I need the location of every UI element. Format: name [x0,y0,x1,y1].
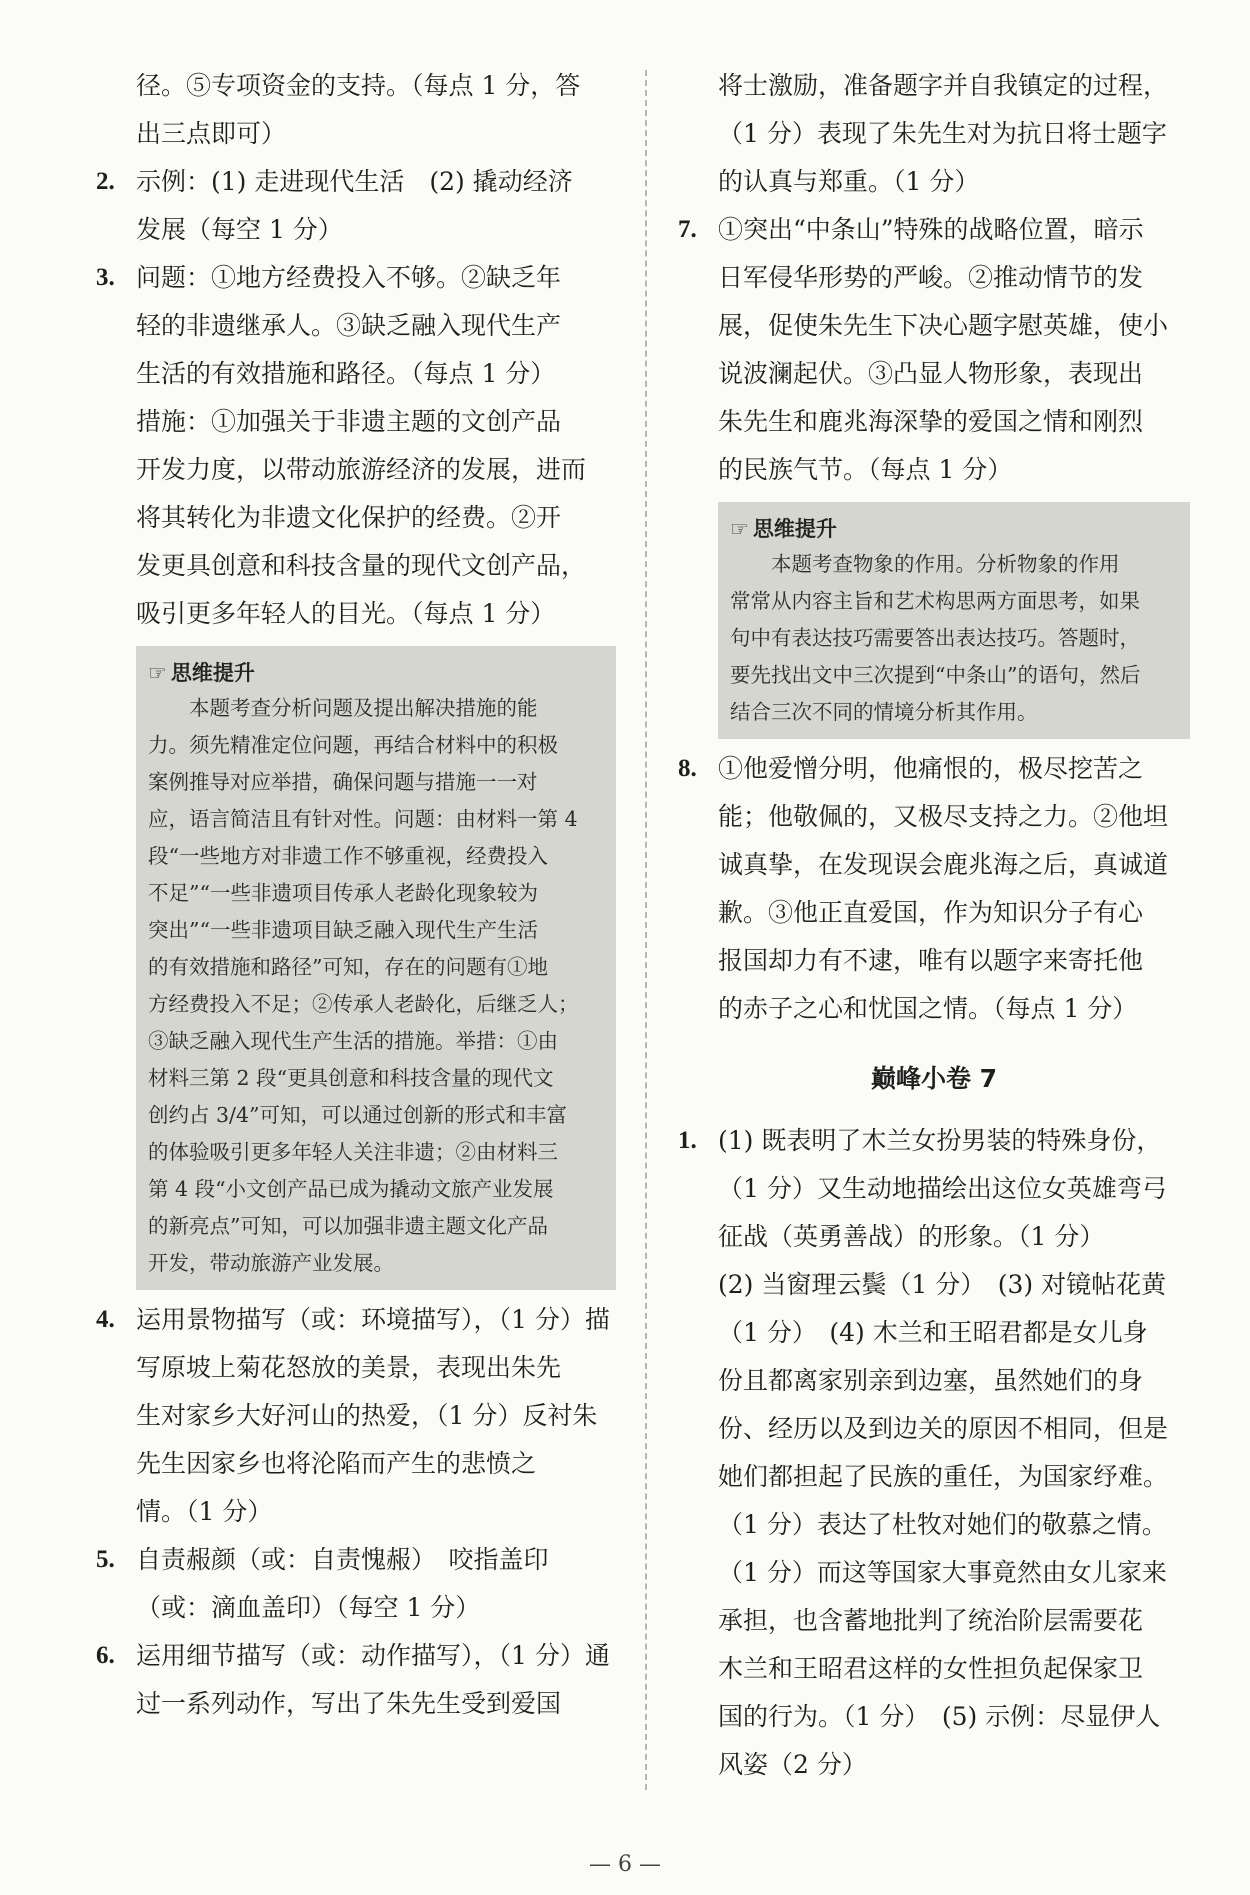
tips-line: 句中有表达技巧需要答出表达技巧。答题时， [730,626,1140,650]
tips-title-text: 思维提升 [170,661,255,685]
answer-item-7 [678,206,1190,494]
tips-line: 开发，带动旅游产业发展。 [148,1251,394,1275]
text-line: 木兰和王昭君这样的女性担负起保家卫 [718,1654,1144,1683]
tips-line: 的体验吸引更多年轻人关注非遗；②由材料三 [148,1140,558,1164]
text-line: ①突出“中条山”特殊的战略位置，暗示 [718,215,1144,244]
thumbs-up-icon: ☞ [148,661,167,685]
text-line: 将士激励，准备题字并自我镇定的过程， [718,71,1169,100]
item-number: 6. [96,1642,115,1669]
section7-item-1-more [678,1261,1190,1789]
left-column [96,62,616,1728]
text-line: （1 分）表现了朱先生对为抗日将士题字 [718,119,1167,148]
tips-line: 力。须先精准定位问题，再结合材料中的积极 [148,733,558,757]
text-line: 出三点即可） [136,119,287,148]
text-line: 展，促使朱先生下决心题字慰英雄，使小 [718,311,1169,340]
text-line: 径。⑤专项资金的支持。（每点 1 分，答 [136,71,581,100]
text-line: 歉。③他正直爱国，作为知识分子有心 [718,898,1144,927]
text-line: 征战（英勇善战）的形象。（1 分） [718,1222,1105,1251]
text-line: （1 分） (4) 木兰和王昭君都是女儿身 [718,1318,1148,1347]
text-line: 运用细节描写（或：动作描写），（1 分）通 [136,1641,610,1670]
text-line: 措施：①加强关于非遗主题的文创产品 [136,407,562,436]
tips-line: 常常从内容主旨和艺术构思两方面思考，如果 [730,589,1140,613]
text-line: 写原坡上菊花怒放的美景，表现出朱先 [136,1353,562,1382]
section7-item-1 [678,1117,1190,1261]
text-line: (1) 既表明了木兰女扮男装的特殊身份， [718,1126,1162,1155]
tips-line: 段“一些地方对非遗工作不够重视，经费投入 [148,844,548,868]
text-line: （或：滴血盖印）（每空 1 分） [136,1593,481,1622]
answer-item-6 [96,1632,616,1728]
text-line: 开发力度，以带动旅游经济的发展，进而 [136,455,587,484]
item-number: 1. [678,1127,697,1154]
thumbs-up-icon: ☞ [730,517,749,541]
tips-title-text: 思维提升 [752,517,837,541]
text-line: 的赤子之心和忧国之情。（每点 1 分） [718,994,1138,1023]
column-divider [645,70,647,1790]
thinking-tips-box [718,502,1190,739]
text-line: 风姿（2 分） [718,1750,867,1779]
answer-item-8 [678,745,1190,1033]
answer-item-5 [96,1536,616,1632]
text-line: 说波澜起伏。③凸显人物形象，表现出 [718,359,1144,388]
tips-line: 的新亮点”可知，可以加强非遗主题文化产品 [148,1214,548,1238]
item-number: 4. [96,1306,115,1333]
text-line: 生活的有效措施和路径。（每点 1 分） [136,359,556,388]
tips-line: 本题考查物象的作用。分析物象的作用 [771,552,1120,576]
tips-line: 应，语言简洁且有针对性。问题：由材料一第 4 [148,807,578,831]
text-line: 将其转化为非遗文化保护的经费。②开 [136,503,562,532]
text-line: 国的行为。（1 分） (5) 示例：尽显伊人 [718,1702,1161,1731]
text-line: 报国却力有不逮，唯有以题字来寄托他 [718,946,1144,975]
tips-line: 方经费投入不足；②传承人老龄化，后继乏人； [148,992,579,1016]
text-line: 的民族气节。（每点 1 分） [718,455,1013,484]
text-line: 承担，也含蓄地批判了统治阶层需要花 [718,1606,1144,1635]
text-line: 朱先生和鹿兆海深挚的爱国之情和刚烈 [718,407,1144,436]
answer-item-2 [96,158,616,254]
tips-line: 材料三第 2 段“更具创意和科技含量的现代文 [148,1066,554,1090]
text-line: ①他爱憎分明，他痛恨的，极尽挖苦之 [718,754,1144,783]
answer-item-4 [96,1296,616,1536]
page-number: — 6 — [589,1852,661,1877]
section-title: 巅峰小卷 7 [870,1064,998,1093]
text-line: 份且都离家别亲到边塞，虽然她们的身 [718,1366,1144,1395]
tips-line: 创约占 3/4”可知，可以通过创新的形式和丰富 [148,1103,567,1127]
text-line: （1 分）而这等国家大事竟然由女儿家来 [718,1558,1167,1587]
tips-line: 第 4 段“小文创产品已成为撬动文旅产业发展 [148,1177,554,1201]
text-line: 先生因家乡也将沦陷而产生的悲愤之 [136,1449,537,1478]
answer-item-3 [96,254,616,398]
text-line: 日军侵华形势的严峻。②推动情节的发 [718,263,1144,292]
text-line: 问题：①地方经费投入不够。②缺乏年 [136,263,562,292]
tips-line: ③缺乏融入现代生产生活的措施。举措：①由 [148,1029,558,1053]
tips-line: 结合三次不同的情境分析其作用。 [730,700,1038,724]
text-line: 吸引更多年轻人的目光。（每点 1 分） [136,599,556,628]
text-line: 运用景物描写（或：环境描写），（1 分）描 [136,1305,610,1334]
text-line: 发展（每空 1 分） [136,215,343,244]
tips-line: 要先找出文中三次提到“中条山”的语句，然后 [730,663,1141,687]
tips-line: 案例推导对应举措，确保问题与措施一一对 [148,770,538,794]
text-line: （1 分）表达了杜牧对她们的敬慕之情。 [718,1510,1167,1539]
text-line: 自责赧颜（或：自责愧赧） 咬指盖印 [136,1545,549,1574]
tips-line: 不足”“一些非遗项目传承人老龄化现象较为 [148,881,538,905]
text-line: 诚真挚，在发现误会鹿兆海之后，真诚道 [718,850,1169,879]
right-column [678,62,1190,1789]
tips-title [148,656,604,690]
item-number: 2. [96,168,115,195]
text-line: 的认真与郑重。（1 分） [718,167,980,196]
text-line: 情。（1 分） [136,1497,273,1526]
answer-item-6-continued [678,62,1190,206]
text-line: 过一系列动作，写出了朱先生受到爱国 [136,1689,562,1718]
item-number: 5. [96,1546,115,1573]
text-line: (2) 当窗理云鬓（1 分） (3) 对镜帖花黄 [718,1270,1167,1299]
text-line: 份、经历以及到边关的原因不相同，但是 [718,1414,1169,1443]
text-line: 轻的非遗继承人。③缺乏融入现代生产 [136,311,562,340]
answer-item-3-measures [96,398,616,638]
answer-intro [96,62,616,158]
item-number: 3. [96,264,115,291]
text-line: 生对家乡大好河山的热爱，（1 分）反衬朱 [136,1401,598,1430]
text-line: 她们都担起了民族的重任，为国家纾难。 [718,1462,1169,1491]
text-line: 能；他敬佩的，又极尽支持之力。②他坦 [718,802,1169,831]
text-line: 发更具创意和科技含量的现代文创产品， [136,551,587,580]
item-number: 8. [678,755,697,782]
thinking-tips-box [136,646,616,1290]
text-line: （1 分）又生动地描绘出这位女英雄弯弓 [718,1174,1167,1203]
tips-line: 的有效措施和路径”可知，存在的问题有①地 [148,955,548,979]
item-number: 7. [678,216,697,243]
tips-line: 本题考查分析问题及提出解决措施的能 [189,696,538,720]
text-line: 示例：(1) 走进现代生活 (2) 撬动经济 [136,167,573,196]
tips-line: 突出”“一些非遗项目缺乏融入现代生产生活 [148,918,538,942]
tips-title [730,512,1178,546]
